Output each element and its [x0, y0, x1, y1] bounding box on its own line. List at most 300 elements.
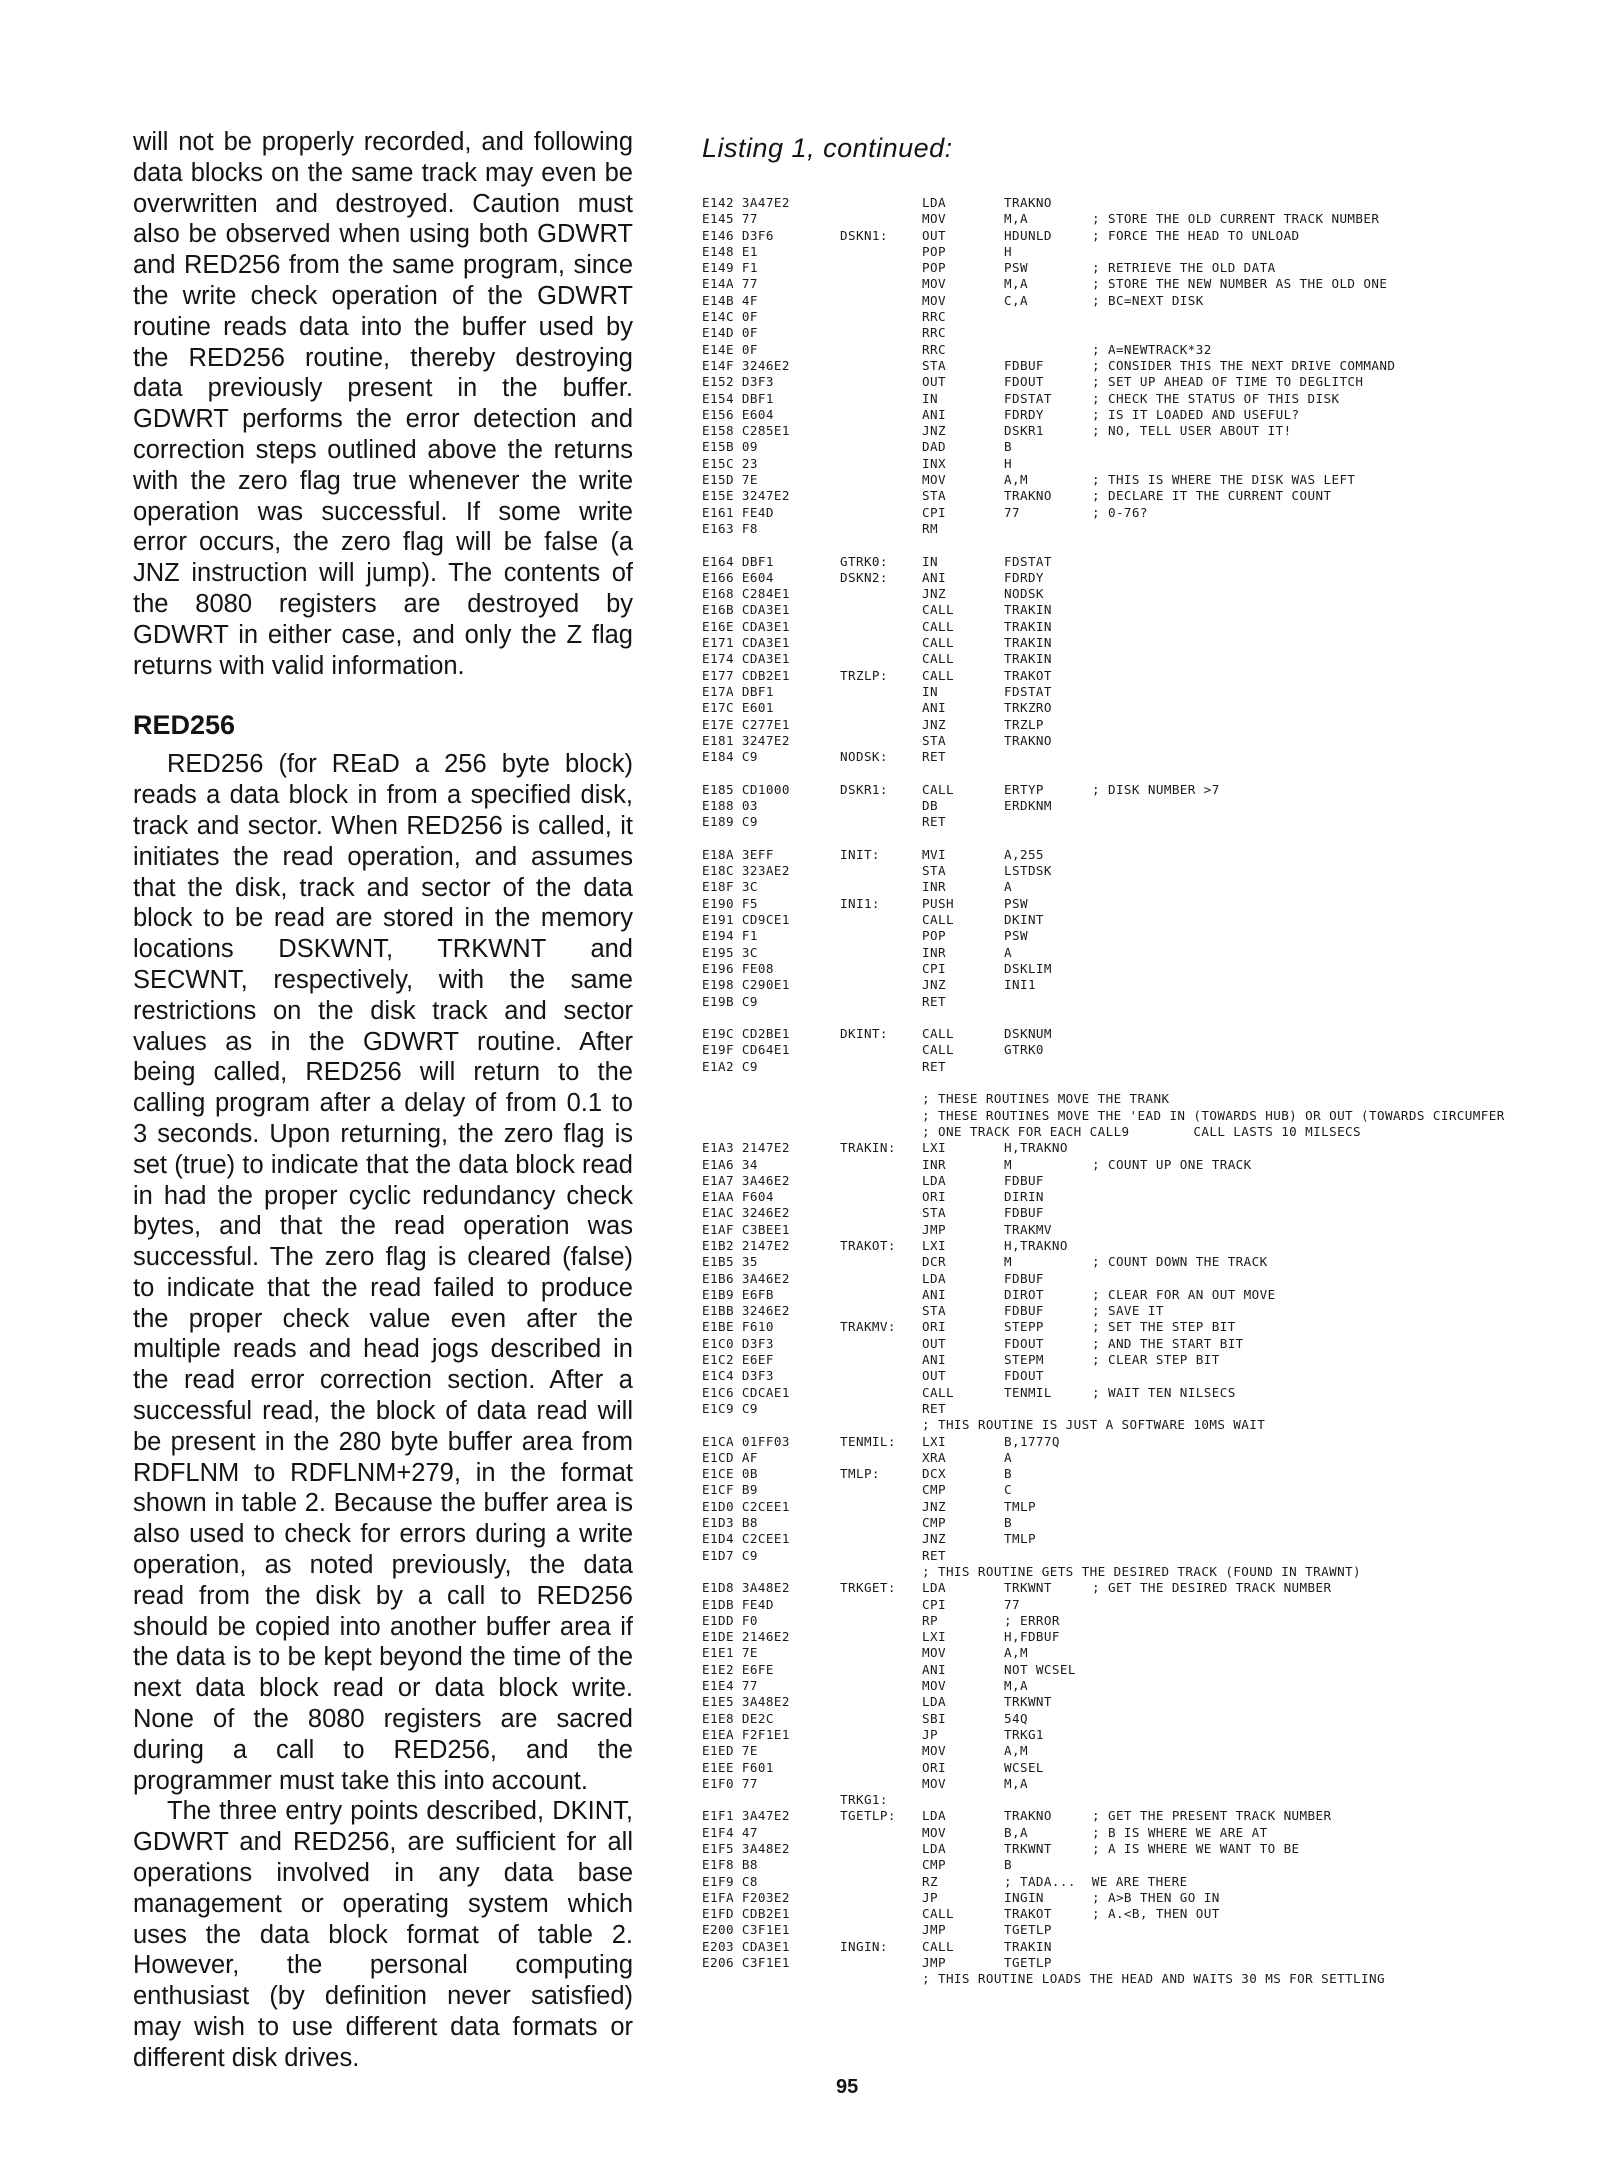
listing-operand: GTRK0	[1004, 1042, 1044, 1058]
listing-label	[840, 1857, 922, 1873]
listing-address: E161 FE4D	[702, 504, 774, 520]
listing-label	[840, 684, 922, 700]
listing-comment	[1092, 749, 1582, 765]
listing-line	[702, 472, 1582, 488]
listing-label	[840, 1042, 922, 1058]
listing-label	[840, 1629, 922, 1645]
listing-comment: ; A=NEWTRACK*32	[1092, 341, 1212, 357]
listing-line	[702, 1662, 1582, 1678]
listing-address: E191 CD9CE1	[702, 912, 790, 928]
listing-address: E1A7 3A46E2	[702, 1172, 790, 1188]
listing-operand: TRAKOT	[1004, 1906, 1052, 1922]
listing-line	[702, 863, 1582, 879]
listing-opcode: OUT	[922, 1368, 946, 1384]
listing-label	[840, 1548, 922, 1564]
listing-opcode: ORI	[922, 1189, 946, 1205]
listing-operand: FDOUT	[1004, 1335, 1044, 1351]
listing-comment	[1092, 1678, 1582, 1694]
listing-line	[702, 1939, 1582, 1955]
listing-address: E185 CD1000	[702, 781, 790, 797]
listing-operand: HDUNLD	[1004, 227, 1052, 243]
listing-opcode: LXI	[922, 1140, 946, 1156]
listing-line	[702, 1091, 1582, 1107]
listing-opcode: MOV	[922, 1775, 946, 1791]
listing-line	[702, 1450, 1582, 1466]
listing-line	[702, 1238, 1582, 1254]
listing-operand: TMLP	[1004, 1531, 1036, 1547]
listing-opcode: CPI	[922, 960, 946, 976]
listing-address: E200 C3F1E1	[702, 1922, 790, 1938]
listing-line	[702, 733, 1582, 749]
listing-label	[840, 260, 922, 276]
listing-comment: ; STORE THE NEW NUMBER AS THE OLD ONE	[1092, 276, 1388, 292]
listing-opcode: ORI	[922, 1759, 946, 1775]
listing-opcode: LDA	[922, 1270, 946, 1286]
listing-comment	[1092, 1955, 1582, 1971]
listing-address: E1C2 E6EF	[702, 1352, 774, 1368]
listing-opcode: INR	[922, 879, 946, 895]
listing-line	[702, 700, 1582, 716]
listing-opcode: CPI	[922, 1596, 946, 1612]
listing-comment	[1092, 554, 1582, 570]
listing-comment	[1092, 586, 1582, 602]
listing-column	[702, 127, 1582, 1988]
listing-opcode: STA	[922, 1205, 946, 1221]
listing-operand: A,M	[1004, 1743, 1028, 1759]
listing-address: E1B9 E6FB	[702, 1286, 774, 1302]
listing-opcode: STA	[922, 357, 946, 373]
listing-label	[840, 1515, 922, 1531]
listing-comment: ; GET THE DESIRED TRACK NUMBER	[1092, 1580, 1332, 1596]
listing-address: E171 CDA3E1	[702, 635, 790, 651]
listing-label	[840, 798, 922, 814]
listing-line	[702, 749, 1582, 765]
listing-label	[840, 195, 922, 211]
listing-line	[702, 977, 1582, 993]
listing-address: E1F4 47	[702, 1824, 758, 1840]
listing-comment: ; AND THE START BIT	[1092, 1335, 1244, 1351]
listing-label	[840, 1694, 922, 1710]
listing-operand: FDSTAT	[1004, 390, 1052, 406]
listing-opcode: ANI	[922, 406, 946, 422]
listing-label: NODSK:	[840, 749, 888, 765]
listing-label	[840, 1205, 922, 1221]
listing-opcode: IN	[922, 683, 938, 699]
listing-opcode: SBI	[922, 1710, 946, 1726]
listing-line	[702, 1564, 1582, 1580]
listing-comment	[1092, 309, 1582, 325]
listing-opcode: JNZ	[922, 1498, 946, 1514]
listing-comment	[1092, 1368, 1582, 1384]
listing-address: E181 3247E2	[702, 732, 790, 748]
listing-comment	[1092, 1792, 1582, 1808]
listing-operand: NOT WCSEL	[1004, 1661, 1076, 1677]
listing-opcode: JNZ	[922, 586, 946, 602]
listing-address: E146 D3F6	[702, 227, 774, 243]
listing-operand: TRKWNT	[1004, 1694, 1052, 1710]
listing-operand: FDSTAT	[1004, 683, 1052, 699]
listing-address: E1AF C3BEE1	[702, 1221, 790, 1237]
listing-address: E1CD AF	[702, 1449, 758, 1465]
listing-label	[840, 391, 922, 407]
listing-label: INGIN:	[840, 1938, 888, 1954]
listing-line	[702, 651, 1582, 667]
listing-address: E149 F1	[702, 260, 758, 276]
listing-address: E1E8 DE2C	[702, 1710, 774, 1726]
listing-line	[702, 1059, 1582, 1075]
listing-operand: DIRIN	[1004, 1189, 1044, 1205]
listing-line	[702, 1645, 1582, 1661]
listing-label	[840, 325, 922, 341]
listing-comment: ; B IS WHERE WE ARE AT	[1092, 1824, 1268, 1840]
listing-comment	[1092, 651, 1582, 667]
listing-label	[840, 1303, 922, 1319]
listing-operand	[1004, 1059, 1092, 1075]
listing-operand: H,TRAKNO	[1004, 1140, 1068, 1156]
article-paragraph: RED256 (for REaD a 256 byte block) reads a data block in from a specified disk, track and sector. When RED256 is called, it initiates the read operation, and assumes that the disk, track and sector of the data block to be read are stored in the memory locations DSKWNT, TRKWNT and SECWNT, respectively, with the same restrictions on the disk track and sector values as in the GDWRT routine. After being called, RED256 will return to the calling program after a delay of from 0.1 to 3 seconds. Upon returning, the zero flag is set (true) to indicate that the data block read in had the proper cyclic redundancy check bytes, and that the read operation was successful. The zero flag is cleared (false) to indicate that the read failed to produce the proper check value even after the multiple reads and head jogs described in the read error correction section. After a successful read, the block of data read will be present in the 280 byte buffer area from RDFLNM to RDFLNM+279, in the format shown in table 2. Because the buffer area is also used to check for errors during a write operation, as noted previously, the data read from the disk by a call to RED256 should be copied into another buffer area if the data is to be kept beyond the time of the next data block read or data block write. None of the 8080 registers are sacred during a call to RED256, and the programmer must take this into account.	[133, 750, 633, 1795]
listing-label	[840, 994, 922, 1010]
listing-comment	[1092, 814, 1582, 830]
listing-operand: DIROT	[1004, 1286, 1044, 1302]
listing-label	[840, 1499, 922, 1515]
listing-comment	[1092, 1271, 1582, 1287]
listing-line	[702, 1466, 1582, 1482]
listing-address	[702, 1091, 840, 1107]
listing-line	[702, 1124, 1582, 1140]
listing-line	[702, 879, 1582, 895]
listing-label	[840, 1678, 922, 1694]
listing-comment	[1092, 1173, 1582, 1189]
listing-address: E1DE 2146E2	[702, 1629, 790, 1645]
listing-comment	[1092, 521, 1582, 537]
listing-label	[840, 1287, 922, 1303]
listing-comment	[1092, 1857, 1582, 1873]
listing-comment	[1092, 1613, 1582, 1629]
listing-opcode: RET	[922, 1547, 946, 1563]
listing-label	[840, 1091, 922, 1107]
listing-line	[702, 1841, 1582, 1857]
listing-operand	[1332, 1091, 1420, 1107]
listing-operand: FDBUF	[1004, 1205, 1044, 1221]
listing-blank-line	[702, 1075, 1582, 1091]
listing-line	[702, 814, 1582, 830]
listing-comment: ; A>B THEN GO IN	[1092, 1889, 1220, 1905]
listing-operand: TMLP	[1004, 1498, 1036, 1514]
listing-line	[702, 1303, 1582, 1319]
listing-operand: A,M	[1004, 1645, 1028, 1661]
listing-line	[702, 1580, 1582, 1596]
listing-operand: B,A	[1004, 1824, 1028, 1840]
listing-opcode: JNZ	[922, 1531, 946, 1547]
listing-operand: A	[1004, 944, 1012, 960]
listing-address: E14F 3246E2	[702, 357, 790, 373]
listing-address: E142 3A47E2	[702, 195, 790, 210]
listing-opcode: CALL	[922, 635, 954, 651]
listing-address: E14B 4F	[702, 292, 758, 308]
listing-label	[840, 1645, 922, 1661]
listing-address: E17A DBF1	[702, 683, 774, 699]
listing-label: TGETLP:	[840, 1808, 896, 1824]
listing-label	[840, 1352, 922, 1368]
listing-comment	[1092, 1531, 1582, 1547]
listing-address: E16B CDA3E1	[702, 602, 790, 618]
listing-opcode: RP	[922, 1612, 938, 1628]
listing-address: E203 CDA3E1	[702, 1938, 790, 1954]
listing-comment: ; CONSIDER THIS THE NEXT DRIVE COMMAND	[1092, 357, 1396, 373]
listing-operand: B	[1004, 1857, 1012, 1873]
listing-comment	[1092, 684, 1582, 700]
listing-comment	[1516, 1564, 1583, 1580]
listing-opcode: LXI	[922, 1433, 946, 1449]
listing-operand: DSKLIM	[1004, 960, 1052, 976]
listing-address: E1B6 3A46E2	[702, 1270, 790, 1286]
listing-operand	[1004, 814, 1092, 830]
listing-opcode: DCX	[922, 1466, 946, 1482]
listing-line	[702, 1548, 1582, 1564]
listing-operand: H,TRAKNO	[1004, 1238, 1068, 1253]
listing-blank-line	[702, 831, 1582, 847]
listing-address	[702, 1108, 840, 1124]
listing-operand: FDBUF	[1004, 1172, 1044, 1188]
listing-comment	[1092, 717, 1582, 733]
listing-address: E184 C9	[702, 749, 758, 765]
listing-opcode: CALL	[922, 1384, 954, 1400]
listing-opcode: ; THESE ROUTINES MOVE THE TRANK	[922, 1091, 1170, 1107]
listing-opcode: ANI	[922, 1352, 946, 1368]
listing-operand	[1380, 1417, 1468, 1433]
listing-line	[702, 1499, 1582, 1515]
listing-line	[702, 1727, 1582, 1743]
listing-address: E15E 3247E2	[702, 488, 790, 504]
listing-line	[702, 1776, 1582, 1792]
listing-line	[702, 276, 1582, 292]
listing-opcode: RET	[922, 993, 946, 1009]
listing-operand: TRZLP	[1004, 716, 1044, 732]
listing-comment	[1092, 1727, 1582, 1743]
listing-label	[840, 456, 922, 472]
listing-opcode: RET	[922, 749, 946, 765]
listing-comment: ; WAIT TEN NILSECS	[1092, 1384, 1236, 1400]
listing-address: E194 F1	[702, 928, 758, 944]
listing-opcode: ; THIS ROUTINE IS JUST A SOFTWARE 10MS WAIT	[922, 1417, 1266, 1433]
listing-comment: ; A.<B, THEN OUT	[1092, 1906, 1220, 1922]
listing-address: E1F5 3A48E2	[702, 1840, 790, 1856]
listing-line	[702, 928, 1582, 944]
listing-operand: TRAKOT	[1004, 667, 1052, 683]
listing-comment: ; DECLARE IT THE CURRENT COUNT	[1092, 488, 1332, 504]
listing-comment	[1092, 1059, 1582, 1075]
listing-operand: TRKWNT	[1004, 1580, 1052, 1596]
listing-opcode: LDA	[922, 195, 946, 210]
listing-line	[702, 1401, 1582, 1417]
listing-label	[840, 1450, 922, 1466]
listing-comment	[1092, 1743, 1582, 1759]
listing-comment	[1092, 700, 1582, 716]
listing-line	[702, 1711, 1582, 1727]
listing-address: E15B 09	[702, 439, 758, 455]
listing-line	[702, 1140, 1582, 1156]
listing-opcode: CALL	[922, 1906, 954, 1922]
listing-address: E18F 3C	[702, 879, 758, 895]
listing-line	[702, 1857, 1582, 1873]
listing-opcode: MVI	[922, 846, 946, 862]
listing-opcode: LXI	[922, 1238, 946, 1253]
listing-comment: ; THIS IS WHERE THE DISK WAS LEFT	[1092, 472, 1356, 488]
listing-address: E206 C3F1E1	[702, 1955, 790, 1971]
listing-comment	[1092, 1597, 1582, 1613]
listing-comment	[1092, 195, 1582, 211]
listing-address: E1B5 35	[702, 1254, 758, 1270]
listing-operand: LSTDSK	[1004, 863, 1052, 879]
listing-label	[840, 276, 922, 292]
listing-operand: A,M	[1004, 472, 1028, 488]
listing-label	[840, 521, 922, 537]
listing-comment	[1468, 1417, 1582, 1433]
listing-address: E1D0 C2CEE1	[702, 1498, 790, 1514]
article-paragraph: will not be properly recorded, and following data blocks on the same track may even be overwritten and destroyed. Caution must also be observed when using both GDWRT and RED256 from the same program, since the write check operation of the GDWRT routine reads data into the buffer used by the RED256 routine, thereby destroying data previously present in the buffer. GDWRT performs the error detection and correction steps outlined above the returns with the zero flag true whenever the write operation was successful. If some write error occurs, the zero flag will be false (a JNZ instruction will jump). The contents of the 8080 registers are destroyed by GDWRT in either case, and only the Z flag returns with valid information.	[133, 128, 633, 680]
listing-address: E189 C9	[702, 814, 758, 830]
listing-line	[702, 1434, 1582, 1450]
listing-label	[840, 1597, 922, 1613]
listing-operand: M,A	[1004, 1678, 1028, 1694]
listing-label	[840, 1662, 922, 1678]
listing-address: E1D3 B8	[702, 1515, 758, 1531]
listing-address: E156 E604	[702, 406, 774, 422]
listing-label	[840, 472, 922, 488]
listing-opcode: ANI	[922, 1661, 946, 1677]
listing-line	[702, 439, 1582, 455]
listing-line	[702, 1906, 1582, 1922]
listing-comment	[1092, 602, 1582, 618]
listing-comment	[1527, 1971, 1582, 1987]
listing-opcode: MOV	[922, 1824, 946, 1840]
listing-line	[702, 1597, 1582, 1613]
listing-label	[840, 1173, 922, 1189]
listing-label	[840, 961, 922, 977]
listing-address	[702, 1971, 840, 1987]
listing-comment: ; 0-76?	[1092, 504, 1148, 520]
listing-operand: TRAKIN	[1004, 651, 1052, 667]
listing-comment	[1092, 635, 1582, 651]
listing-opcode: POP	[922, 260, 946, 276]
listing-line	[702, 1189, 1582, 1205]
listing-line	[702, 570, 1582, 586]
listing-line	[702, 1368, 1582, 1384]
listing-comment	[1092, 1466, 1582, 1482]
listing-comment	[1092, 1222, 1582, 1238]
listing-opcode: CALL	[922, 1938, 954, 1954]
listing-operand: DSKNUM	[1004, 1026, 1052, 1042]
listing-operand	[1004, 1401, 1092, 1417]
listing-comment	[1092, 928, 1582, 944]
listing-comment	[1092, 1515, 1582, 1531]
listing-label	[840, 602, 922, 618]
listing-address: E177 CDB2E1	[702, 667, 790, 683]
listing-operand: TRAKMV	[1004, 1221, 1052, 1237]
listing-label	[840, 912, 922, 928]
listing-address: E1CE 0B	[702, 1466, 758, 1482]
listing-line	[702, 195, 1582, 211]
listing-comment: ; CLEAR STEP BIT	[1092, 1352, 1220, 1368]
listing-line	[702, 456, 1582, 472]
listing-operand: TGETLP	[1004, 1955, 1052, 1971]
listing-opcode: STA	[922, 863, 946, 879]
listing-label	[840, 1874, 922, 1890]
listing-opcode: ORI	[922, 1319, 946, 1335]
listing-operand	[1004, 1548, 1092, 1564]
listing-operand: INI1	[1004, 977, 1036, 993]
listing-operand	[1428, 1564, 1516, 1580]
listing-opcode: OUT	[922, 227, 946, 243]
listing-operand: B	[1004, 439, 1012, 455]
listing-line	[702, 847, 1582, 863]
listing-address	[702, 1792, 840, 1808]
listing-opcode: JNZ	[922, 423, 946, 439]
listing-operand	[1004, 994, 1092, 1010]
listing-operand: B	[1004, 1515, 1012, 1531]
listing-opcode: ; THIS ROUTINE LOADS THE HEAD AND WAITS 30 MS FOR SETTLING	[922, 1971, 1385, 1987]
listing-label	[840, 1271, 922, 1287]
listing-line	[702, 309, 1582, 325]
listing-line	[702, 1173, 1582, 1189]
listing-label	[840, 1531, 922, 1547]
listing-address: E1E1 7E	[702, 1645, 758, 1661]
listing-line	[702, 358, 1582, 374]
listing-label: TMLP:	[840, 1466, 880, 1482]
listing-operand: A	[1004, 879, 1012, 895]
listing-opcode: JMP	[922, 1922, 946, 1938]
listing-opcode: MOV	[922, 1743, 946, 1759]
listing-label	[840, 1336, 922, 1352]
listing-operand: B	[1004, 1466, 1012, 1482]
listing-comment	[1092, 847, 1582, 863]
listing-operand: C	[1004, 1482, 1012, 1498]
listing-address: E145 77	[702, 211, 758, 227]
listing-operand	[1004, 521, 1092, 537]
listing-address: E19B C9	[702, 993, 758, 1009]
listing-line	[702, 1287, 1582, 1303]
article-paragraph: The three entry points described, DKINT, GDWRT and RED256, are sufficient for all operations involved in any data base management or operating system which uses the data block format of table 2. However, the personal computing enthusiast (by definition never satisfied) may wish to use different data formats or different disk drives.	[133, 1797, 633, 2072]
listing-label: DKINT:	[840, 1026, 888, 1042]
listing-address: E1F0 77	[702, 1775, 758, 1791]
listing-line	[702, 1922, 1582, 1938]
listing-comment: ; DISK NUMBER >7	[1092, 781, 1220, 797]
listing-line	[702, 896, 1582, 912]
listing-line	[702, 1205, 1582, 1221]
listing-opcode: ; THESE ROUTINES MOVE THE 'EAD IN (TOWARDS HUB) OR OUT (TOWARDS CIRCUMFER	[922, 1107, 1505, 1123]
listing-operand: TRAKNO	[1004, 732, 1052, 748]
listing-address: E1F8 B8	[702, 1857, 758, 1873]
listing-address: E154 DBF1	[702, 390, 774, 406]
listing-label	[840, 635, 922, 651]
listing-address: E148 E1	[702, 243, 758, 259]
listing-comment	[1092, 896, 1582, 912]
listing-line	[702, 619, 1582, 635]
listing-address: E1AC 3246E2	[702, 1205, 790, 1221]
listing-label	[840, 814, 922, 830]
listing-operand: ERTYP	[1004, 781, 1044, 797]
listing-address: E14E 0F	[702, 341, 758, 357]
listing-label	[840, 1727, 922, 1743]
listing-address: E1A3 2147E2	[702, 1140, 790, 1156]
listing-label	[840, 1482, 922, 1498]
listing-line	[702, 1319, 1582, 1335]
listing-comment: ; SET UP AHEAD OF TIME TO DEGLITCH	[1092, 374, 1364, 390]
listing-operand: STEPM	[1004, 1352, 1044, 1368]
listing-comment	[1092, 1711, 1582, 1727]
listing-label	[840, 977, 922, 993]
listing-line	[702, 1743, 1582, 1759]
